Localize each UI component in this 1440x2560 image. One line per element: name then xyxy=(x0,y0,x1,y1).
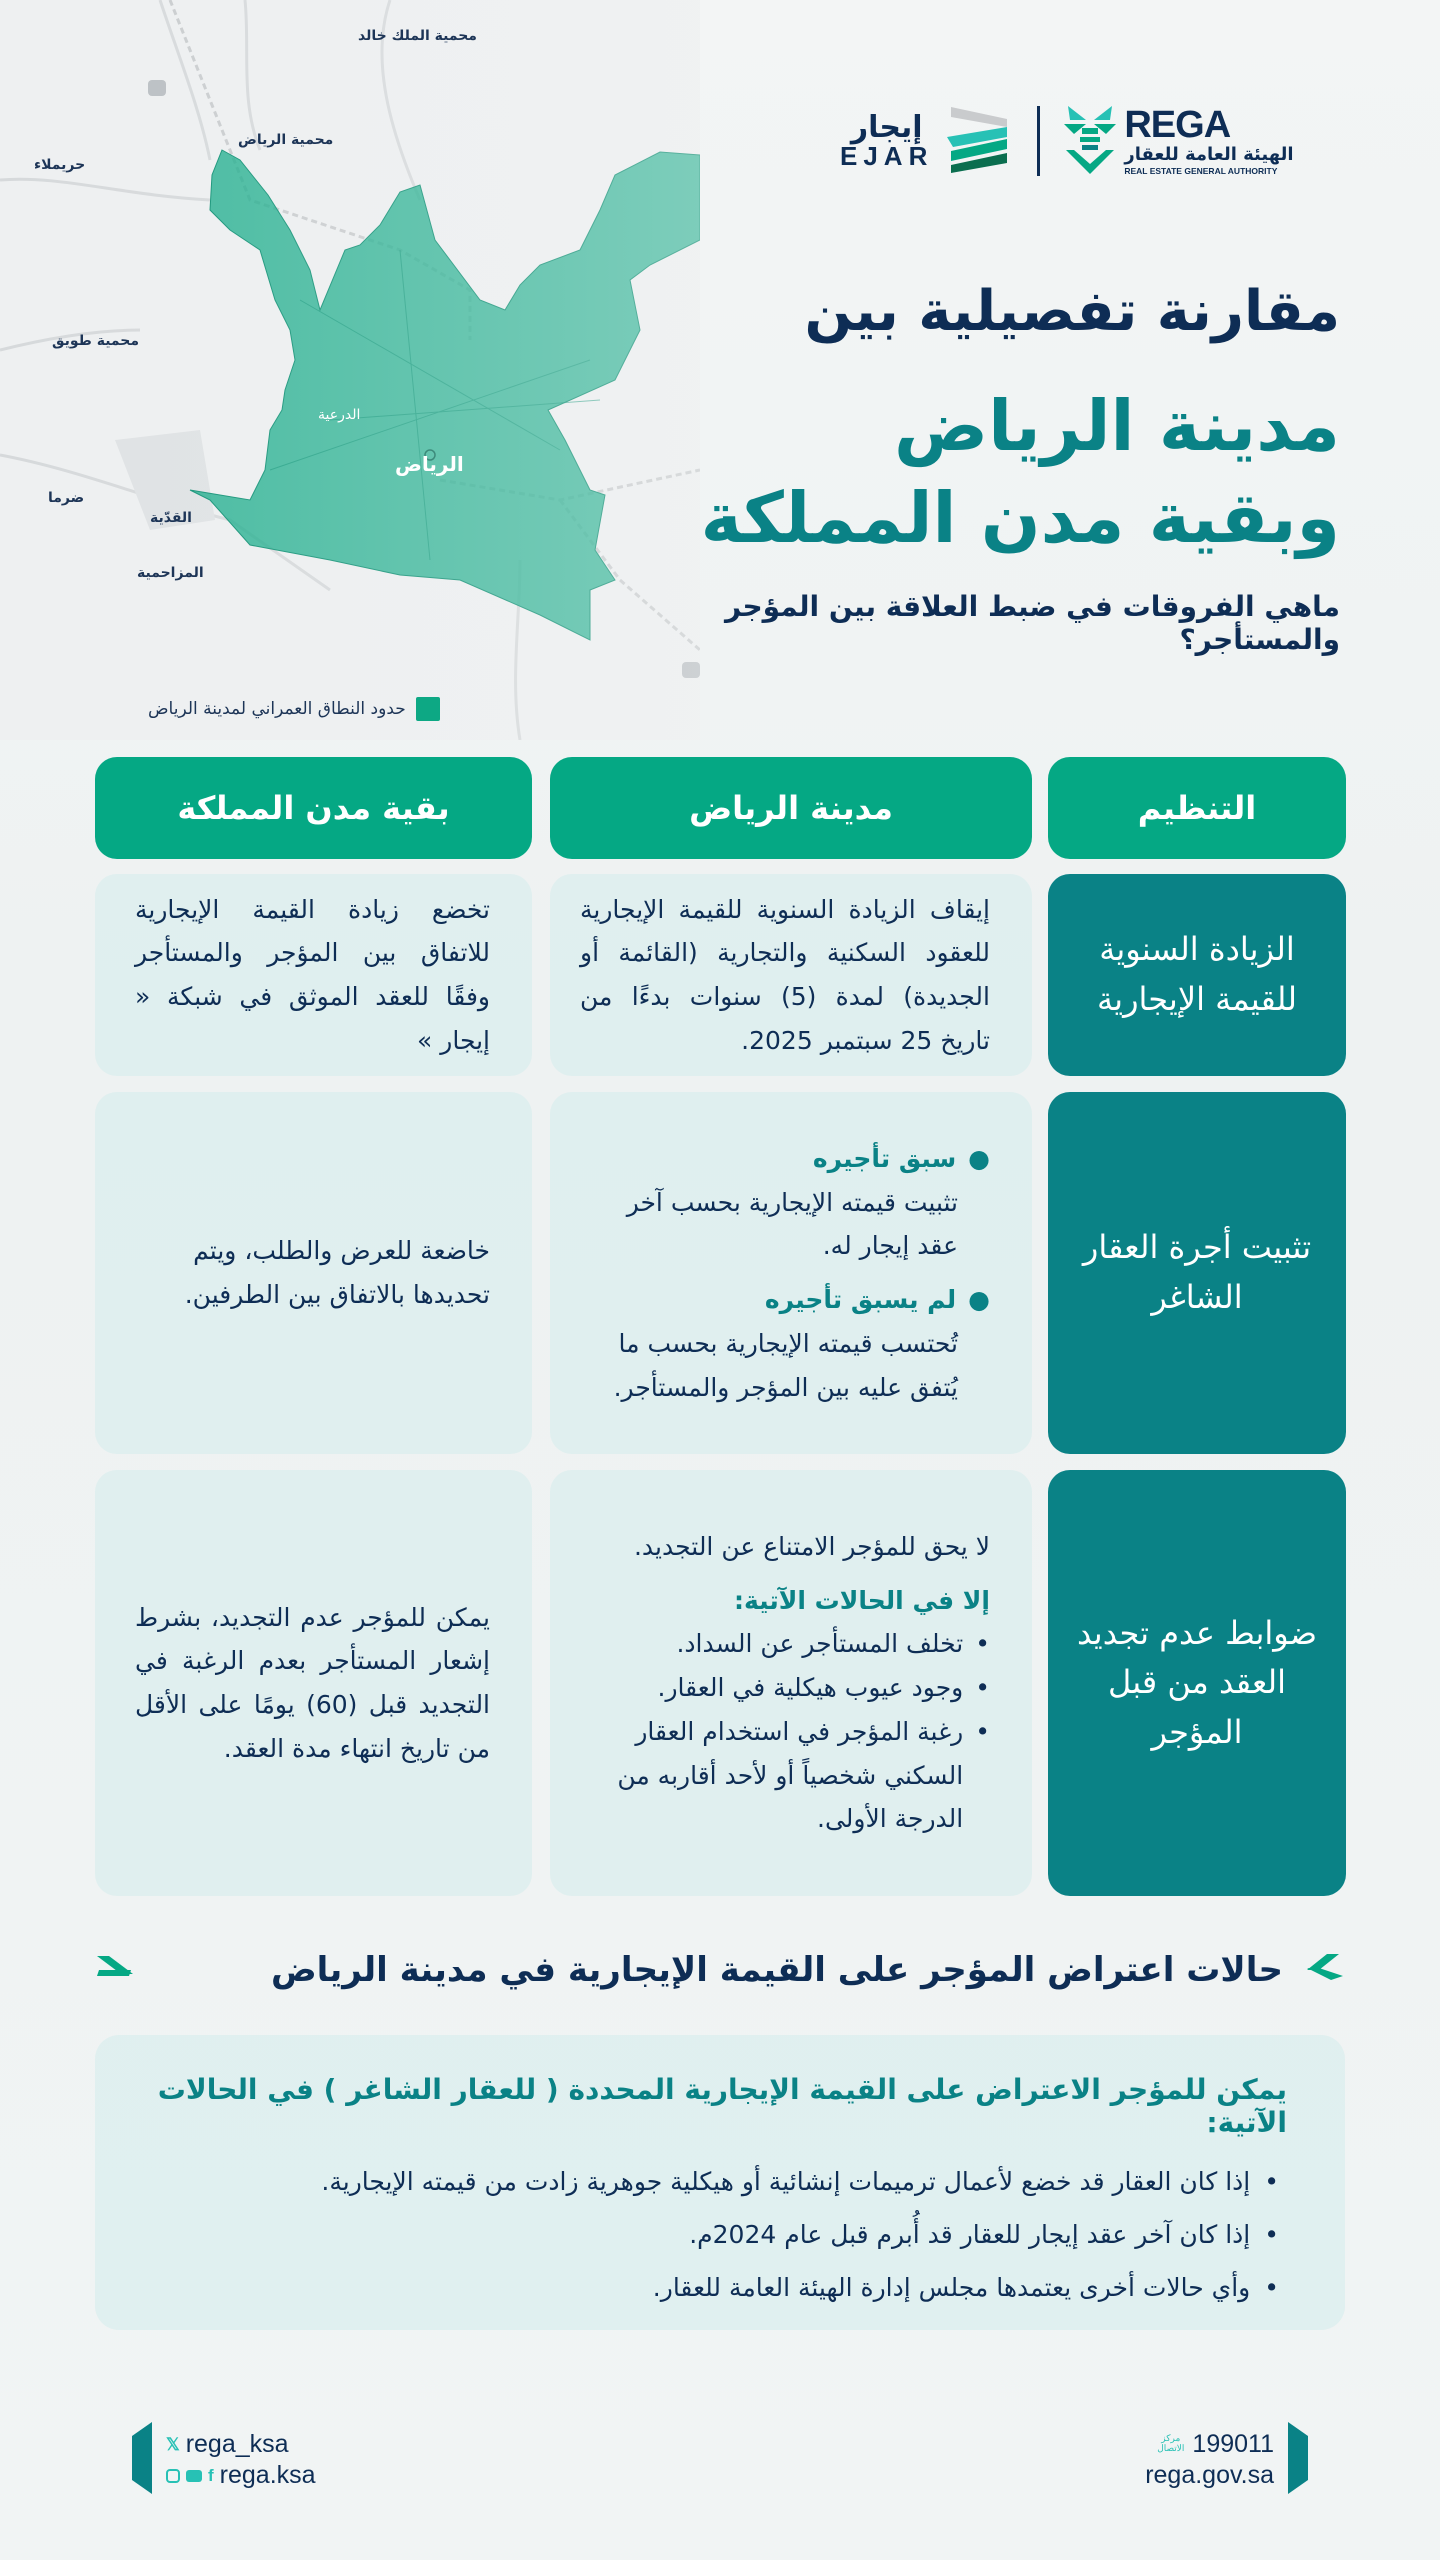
chevron-right-icon xyxy=(1305,1954,1345,1986)
objection-item xyxy=(135,2269,1279,2308)
case-text: تثبيت قيمته الإيجارية بحسب آخر عقد إيجار له. xyxy=(626,1187,958,1261)
cell-riyadh-non-renewal xyxy=(550,1470,1032,1896)
legend-label: حدود النطاق العمراني لمدينة الرياض xyxy=(148,699,406,719)
header-riyadh: مدينة الرياض xyxy=(550,757,1032,859)
ejar-logo xyxy=(840,103,1015,179)
footer-contact xyxy=(1145,2422,1308,2498)
title-line-1: مقارنة تفصيلية بين xyxy=(804,279,1340,344)
footer-bar-right-icon xyxy=(1288,2422,1308,2498)
footer-bar-left-icon xyxy=(132,2422,152,2498)
cell-text: يمكن للمؤجر عدم التجديد، بشرط إشعار المستأجر بعدم الرغبة في التجديد قبل (60) يومًا على الأقل من تاريخ انتهاء مدة العقد. xyxy=(135,1602,491,1763)
instagram-icon[interactable] xyxy=(166,2469,180,2483)
map-label-qiddiyah: القدّية xyxy=(150,510,192,526)
cell-riyadh-vacant-rent xyxy=(550,1092,1032,1454)
exception-item xyxy=(580,1622,990,1666)
contact-label-line1: مركز xyxy=(1161,2433,1181,2444)
ejar-logo-english: EJAR xyxy=(840,141,934,171)
case-title: سبق تأجيره xyxy=(812,1143,957,1173)
youtube-icon[interactable] xyxy=(186,2470,202,2482)
chevron-left-icon xyxy=(95,1954,135,1986)
cell-rest-vacant-rent xyxy=(95,1092,532,1454)
ejar-logo-arabic: إيجار xyxy=(850,110,923,145)
objections-box xyxy=(95,2035,1345,2330)
map-label-riyadh-reserve: محمية الرياض xyxy=(238,132,334,148)
contact-label-line2: الاتصال xyxy=(1157,2443,1185,2454)
objections-list xyxy=(135,2163,1287,2307)
footer-social xyxy=(132,2422,316,2498)
header-regulation: التنظيم xyxy=(1048,757,1346,859)
objections-heading-text: حالات اعتراض المؤجر على القيمة الإيجارية في مدينة الرياض xyxy=(270,1950,1283,1990)
objection-item xyxy=(135,2163,1279,2202)
row-label-vacant-rent: تثبيت أجرة العقار الشاغر xyxy=(1048,1092,1346,1454)
bullet-icon: • xyxy=(975,1673,990,1703)
bullet-icon: • xyxy=(1264,2219,1279,2249)
map-label-riyadh: الرياض xyxy=(395,452,464,476)
ejar-stripes-icon xyxy=(943,103,1015,179)
rega-logo-arabic: الهيئة العامة للعقار xyxy=(1124,144,1294,166)
logo-divider xyxy=(1037,106,1040,176)
page-title xyxy=(580,280,1340,656)
phone-line xyxy=(1145,2429,1274,2460)
x-handle: rega_ksa xyxy=(185,2429,289,2458)
case-previously-leased xyxy=(580,1137,990,1181)
objections-heading xyxy=(95,1940,1345,2000)
title-question: ماهي الفروقات في ضبط العلاقة بين المؤجر والمستأجر؟ xyxy=(725,590,1340,657)
cell-text: تخضع زيادة القيمة الإيجارية للاتفاق بين المؤجر والمستأجر وفقًا للعقد الموثق في شبكة « إيجار » xyxy=(135,894,490,1055)
row-label-non-renewal: ضوابط عدم تجديد العقد من قبل المؤجر xyxy=(1048,1470,1346,1896)
map-legend xyxy=(148,697,440,721)
rega-logo-english: REGA xyxy=(1124,104,1231,147)
row-label-annual-increase: الزيادة السنوية للقيمة الإيجارية xyxy=(1048,874,1346,1076)
objection-text: إذا كان العقار قد خضع لأعمال ترميمات إنشائية أو هيكلية جوهرية زادت من قيمته الإيجارية. xyxy=(321,2167,1251,2196)
objections-intro: يمكن للمؤجر الاعتراض على القيمة الإيجارية المحددة ( للعقار الشاغر ) في الحالات الآتية: xyxy=(157,2073,1287,2139)
non-renewal-exceptions-title: إلا في الحالات الآتية: xyxy=(734,1585,990,1615)
cell-rest-non-renewal xyxy=(95,1470,532,1896)
case-not-previously-leased xyxy=(580,1278,990,1322)
objection-item xyxy=(135,2216,1279,2255)
title-line-2: مدينة الرياض xyxy=(893,385,1340,468)
contact-center-label xyxy=(1157,2434,1184,2454)
facebook-icon[interactable]: f xyxy=(208,2466,214,2485)
case-text: تُحتسب قيمته الإيجارية بحسب ما يُتفق عليه بين المؤجر والمستأجر. xyxy=(613,1328,958,1402)
objection-text: وأي حالات أخرى يعتمدها مجلس إدارة الهيئة العامة للعقار. xyxy=(652,2272,1251,2302)
exception-item xyxy=(580,1666,990,1710)
cell-riyadh-annual-increase xyxy=(550,874,1032,1076)
bullet-icon: • xyxy=(975,1629,990,1659)
map-label-tuwaiq: محمية طويق xyxy=(52,333,140,349)
x-handle-link[interactable] xyxy=(166,2429,316,2460)
objection-text: إذا كان آخر عقد إيجار للعقار قد أُبرم قبل عام 2024م. xyxy=(689,2219,1251,2249)
social-handle: rega.ksa xyxy=(219,2461,316,2489)
map-label-muzahimiyah: المزاحمية xyxy=(137,565,204,581)
rega-logo-subtitle: REAL ESTATE GENERAL AUTHORITY xyxy=(1124,166,1278,177)
title-line-3: وبقية مدن المملكة xyxy=(700,477,1340,560)
case-title: لم يسبق تأجيره xyxy=(764,1285,957,1314)
map-label-diriyah: الدرعية xyxy=(318,407,361,423)
social-handle-link[interactable] xyxy=(166,2460,316,2491)
legend-swatch xyxy=(416,697,440,721)
map-label-dirma: ضرما xyxy=(48,490,85,506)
rega-logo xyxy=(1062,102,1293,180)
bullet-icon: • xyxy=(975,1716,990,1746)
bullet-icon: ● xyxy=(968,1143,990,1173)
website-link[interactable]: rega.gov.sa xyxy=(1145,2461,1274,2489)
bullet-icon: ● xyxy=(968,1285,990,1314)
map-label-king-khalid: محمية الملك خالد xyxy=(358,28,477,44)
exception-item xyxy=(580,1710,990,1841)
bullet-icon: • xyxy=(1264,2272,1279,2302)
rega-palm-icon xyxy=(1062,102,1118,180)
cell-text: خاضعة للعرض والطلب، ويتم تحديدها بالاتفاق بين الطرفين. xyxy=(184,1236,490,1309)
phone-number[interactable]: 199011 xyxy=(1192,2429,1274,2458)
exception-text: وجود عيوب هيكلية في العقار. xyxy=(657,1673,964,1703)
x-icon[interactable]: 𝕏 xyxy=(166,2434,180,2454)
non-renewal-intro: لا يحق للمؤجر الامتناع عن التجديد. xyxy=(633,1531,990,1561)
exception-text: رغبة المؤجر في استخدام العقار السكني شخصياً أو لأحد أقاربه من الدرجة الأولى. xyxy=(617,1716,964,1834)
cell-rest-annual-increase xyxy=(95,874,532,1076)
map-label-huraymila: حريملاء xyxy=(34,157,86,173)
header-rest-of-kingdom: بقية مدن المملكة xyxy=(95,757,532,859)
logo-bar xyxy=(840,100,1360,182)
exception-text: تخلف المستأجر عن السداد. xyxy=(676,1629,964,1659)
cell-text: إيقاف الزيادة السنوية للقيمة الإيجارية للعقود السكنية والتجارية (القائمة أو الجديدة) لمدة (5) سنوات بدءًا من تاريخ 25 سبتمبر 2025. xyxy=(580,894,990,1055)
bullet-icon: • xyxy=(1264,2167,1279,2196)
